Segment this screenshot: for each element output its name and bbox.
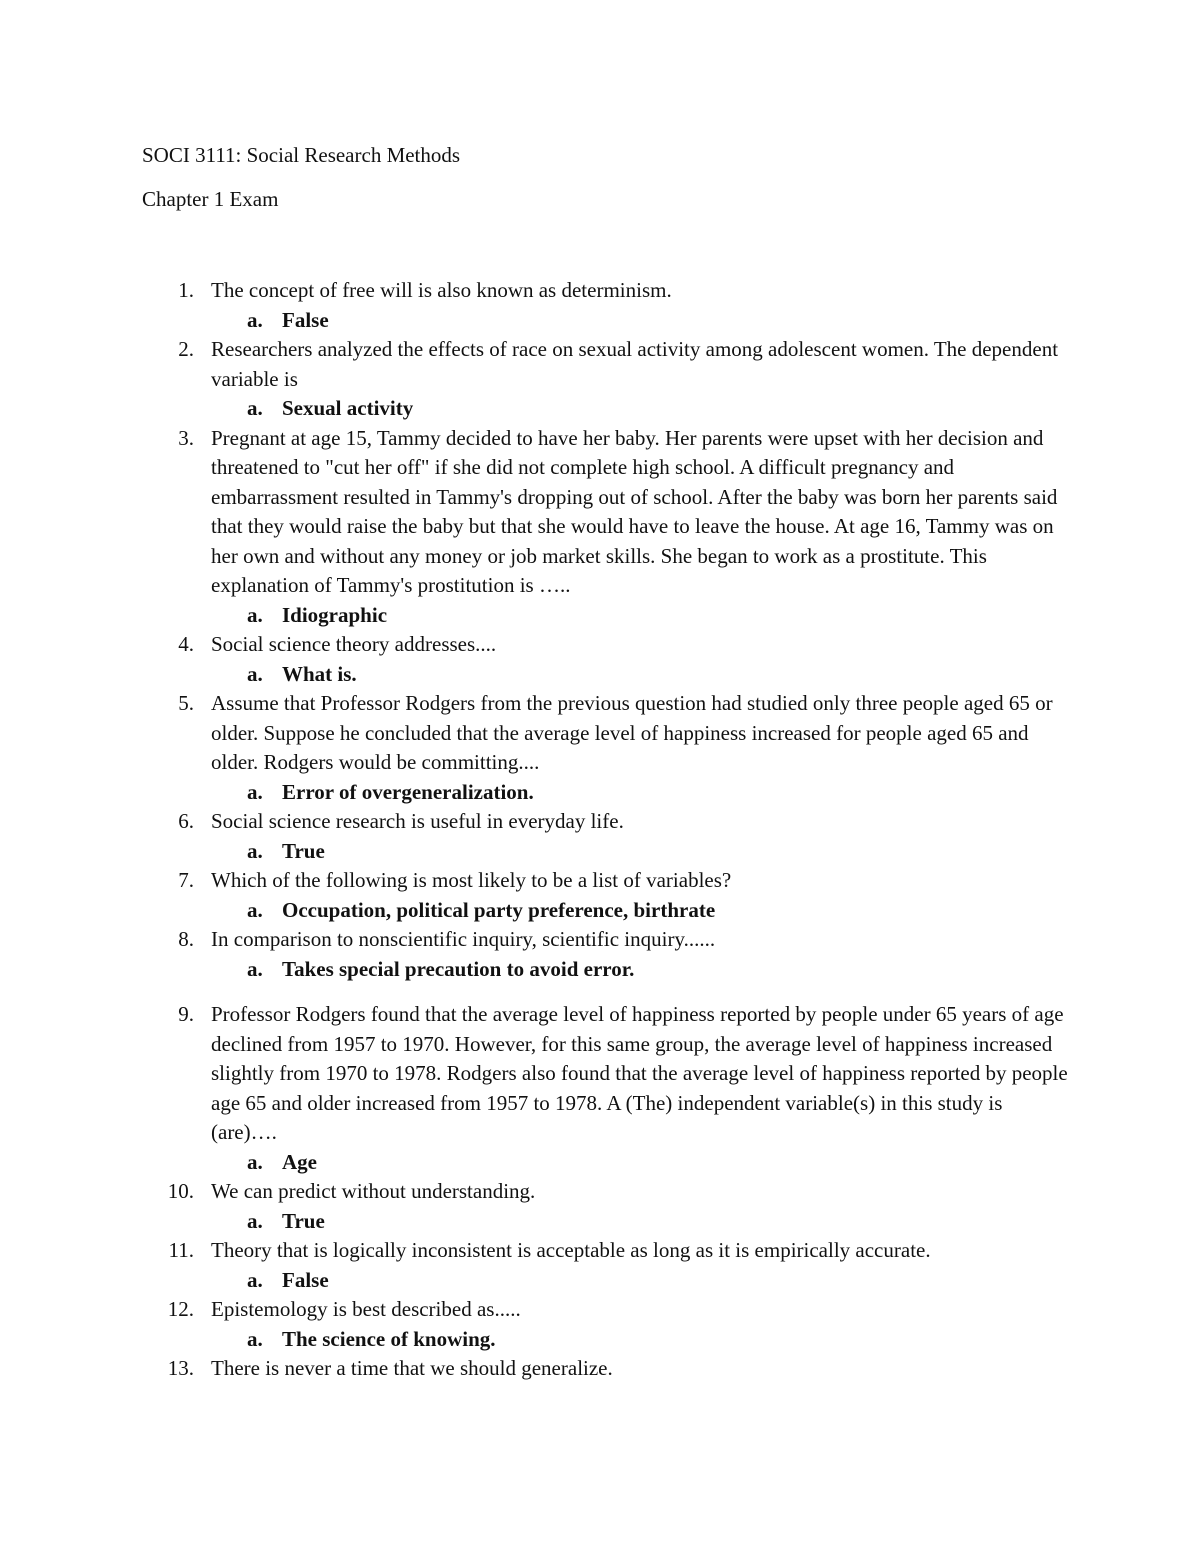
question-number: 7. — [178, 868, 194, 892]
question-text: We can predict without understanding. — [211, 1179, 536, 1203]
answer-letter: a. — [247, 1149, 263, 1174]
document-subtitle: Chapter 1 Exam — [142, 187, 279, 211]
answer-letter: a. — [247, 602, 263, 627]
question-number: 10. — [167, 1179, 194, 1203]
answer-letter: a. — [247, 1326, 263, 1351]
answer — [211, 306, 1071, 336]
answer — [211, 660, 1071, 690]
question-number: 6. — [178, 809, 194, 833]
question-text: Theory that is logically inconsistent is acceptable as long as it is empirically accurate. — [211, 1238, 931, 1262]
answer — [211, 1148, 1071, 1178]
answer-letter: a. — [247, 779, 263, 804]
answer-text: Takes special precaution to avoid error. — [282, 956, 635, 981]
answer-text: False — [282, 307, 329, 332]
answer — [211, 896, 1071, 926]
question-number: 1. — [178, 278, 194, 302]
answer-text: True — [282, 1208, 325, 1233]
question-text: Epistemology is best described as..... — [211, 1297, 521, 1321]
question-item — [0, 925, 1071, 984]
answer-letter: a. — [247, 661, 263, 686]
answer-text: Idiographic — [282, 602, 388, 627]
answer — [211, 837, 1071, 867]
question-item — [0, 689, 1071, 807]
answer — [211, 955, 1071, 985]
answer-text: What is. — [282, 661, 357, 686]
question-text: Pregnant at age 15, Tammy decided to have her baby. Her parents were upset with her decision and threatened to "cut her off" if she did not complete high school. A difficult pregnancy and embarrassment resulted in Tammy's dropping out of school. After the baby was born her parents said that they would raise the baby but that she would have to leave the house. At age 16, Tammy was on her own and without any money or job market skills. She began to work as a prostitute. This explanation of Tammy's prostitution is ….. — [211, 425, 1058, 597]
question-item — [0, 1295, 1071, 1354]
answer-text: Error of overgeneralization. — [282, 779, 534, 804]
answer-letter: a. — [247, 1267, 263, 1292]
question-number: 13. — [167, 1356, 194, 1380]
question-text: Social science research is useful in everyday life. — [211, 809, 624, 833]
answer-text: The science of knowing. — [282, 1326, 496, 1351]
question-item — [0, 1000, 1071, 1177]
answer — [211, 1325, 1071, 1355]
answer-letter: a. — [247, 838, 263, 863]
question-item — [0, 276, 1071, 335]
question-item — [0, 1236, 1071, 1295]
question-item — [0, 1354, 1071, 1384]
question-text: Assume that Professor Rodgers from the previous question had studied only three people aged 65 or older. Suppose he concluded that the average level of happiness increased for people aged 65 and older. Rodgers would be committing.... — [211, 691, 1053, 774]
question-number: 3. — [178, 425, 194, 450]
question-number: 2. — [178, 337, 194, 361]
answer — [211, 394, 1071, 424]
question-text: Social science theory addresses.... — [211, 632, 497, 656]
question-number: 12. — [167, 1297, 194, 1321]
question-number: 11. — [168, 1238, 194, 1262]
question-item — [0, 424, 1071, 631]
answer — [211, 601, 1071, 631]
answer-text: Age — [282, 1149, 317, 1174]
document-title: SOCI 3111: Social Research Methods — [142, 143, 461, 167]
answer-letter: a. — [247, 956, 263, 981]
answer-letter: a. — [247, 1208, 263, 1233]
question-item — [0, 335, 1071, 424]
question-text: In comparison to nonscientific inquiry, scientific inquiry...... — [211, 927, 716, 951]
question-item — [0, 807, 1071, 866]
answer-letter: a. — [247, 897, 263, 922]
question-text: There is never a time that we should generalize. — [211, 1356, 613, 1380]
answer-text: True — [282, 838, 325, 863]
question-number: 9. — [178, 1002, 194, 1026]
answer-letter: a. — [247, 307, 263, 332]
question-number: 8. — [178, 927, 194, 951]
question-text: The concept of free will is also known as determinism. — [211, 278, 672, 302]
question-text: Which of the following is most likely to be a list of variables? — [211, 868, 732, 892]
question-number: 4. — [178, 632, 194, 656]
answer-text: Sexual activity — [282, 396, 414, 420]
question-text: Researchers analyzed the effects of race on sexual activity among adolescent women. The dependent variable is — [211, 337, 1059, 391]
question-item — [0, 866, 1071, 925]
question-list — [0, 276, 1200, 1384]
answer — [211, 1207, 1071, 1237]
question-item — [0, 1177, 1071, 1236]
question-number: 5. — [178, 691, 194, 715]
question-item — [0, 630, 1071, 689]
answer — [211, 1266, 1071, 1296]
answer — [211, 778, 1071, 808]
answer-letter: a. — [247, 396, 263, 420]
answer-text: False — [282, 1267, 329, 1292]
question-text: Professor Rodgers found that the average level of happiness reported by people under 65 years of age declined from 1957 to 1970. However, for this same group, the average level of happiness increased slightly from 1970 to 1978. Rodgers also found that the average level of happiness reported by people age 65 and older increased from 1957 to 1978. A (The) independent variable(s) in this study is (are)…. — [211, 1002, 1068, 1144]
answer-text: Occupation, political party preference, birthrate — [282, 897, 716, 922]
